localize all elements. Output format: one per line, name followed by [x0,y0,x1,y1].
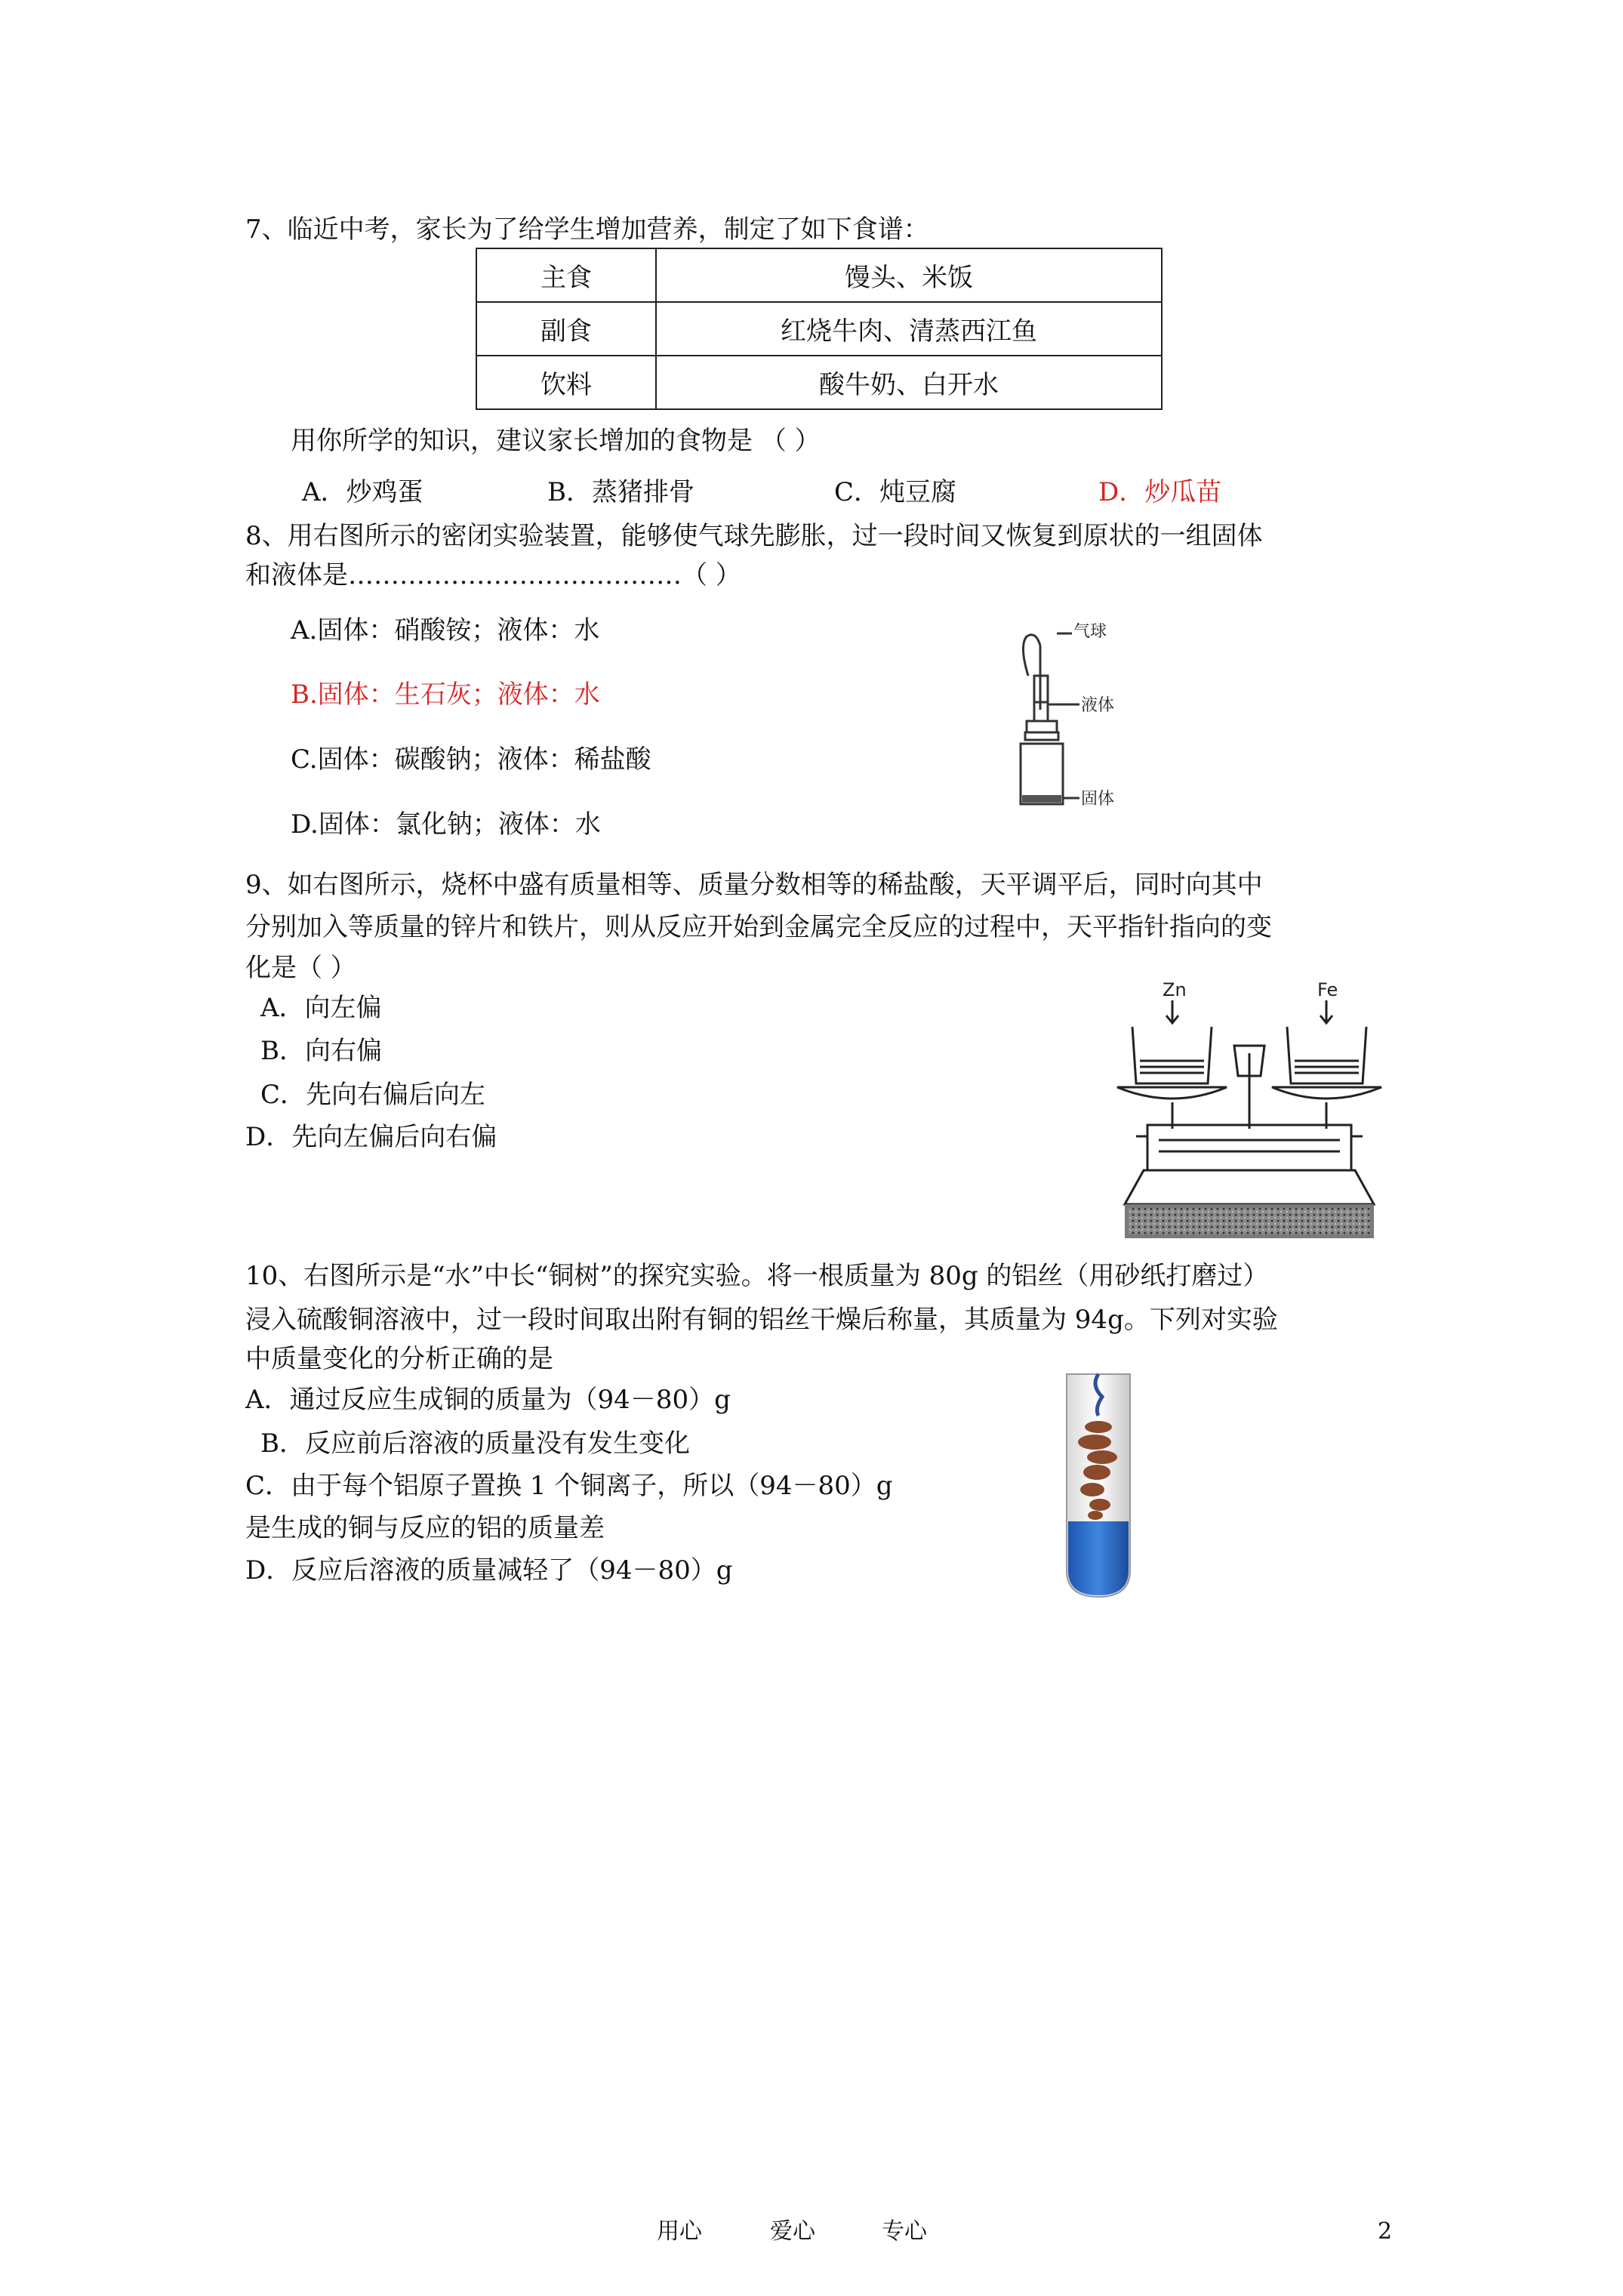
table-cell-key: 饮料 [476,356,656,409]
balance-body [1147,1125,1351,1170]
right-pan [1272,1087,1381,1099]
q8-option-a: A.固体：硝酸铵；液体：水 [291,615,600,646]
q10-stem-line3: 中质量变化的分析正确的是 [245,1344,553,1374]
solid-label: 固体 [1081,790,1115,808]
table-row [476,302,1162,356]
recipe-table [476,248,1163,410]
right-beaker [1287,1027,1366,1083]
table-cell-key: 副食 [476,302,656,356]
footer-slogan-1: 用心 [657,2218,702,2245]
sealed-apparatus-figure [1004,623,1132,808]
q10-option-c-line2: 是生成的铜与反应的铝的质量差 [245,1513,605,1543]
q10-stem-line1: 10、右图所示是“水”中长“铜树”的探究实验。将一根质量为 80g 的铝丝（用砂纸打磨过） [245,1261,1269,1291]
q8-option-d: D.固体：氯化钠；液体：水 [291,809,601,840]
liquid-label: 液体 [1081,696,1115,715]
q7-stem: 7、临近中考，家长为了给学生增加营养，制定了如下食谱： [245,214,929,245]
footer-slogan-3: 专心 [882,2218,927,2245]
zinc-label: Zn [1163,979,1187,1000]
table-row [476,248,1162,302]
q10-option-b: B．反应前后溶液的质量没有发生变化 [260,1428,690,1459]
page-number: 2 [1378,2218,1393,2245]
q10-option-a: A．通过反应生成铜的质量为（94－80）g [245,1385,731,1415]
balance-base [1125,1170,1374,1204]
q7-prompt: 用你所学的知识，建议家长增加的食物是 （ ） [291,426,821,456]
q7-option-c: C．炖豆腐 [834,477,957,507]
balloon-shape [1023,635,1040,676]
q9-option-b: B．向右偏 [260,1036,382,1066]
balance-figure [1113,978,1397,1242]
iron-label: Fe [1317,979,1338,1000]
table-cell-value: 红烧牛肉、清蒸西江鱼 [656,302,1162,356]
table-row [476,356,1162,409]
copper-tree-test-tube-figure [1061,1370,1136,1601]
q7-option-b: B．蒸猪排骨 [547,477,694,507]
footer-slogan-2: 爱心 [770,2218,815,2245]
q9-option-c: C．先向右偏后向左 [260,1080,486,1110]
table-cell-value: 馒头、米饭 [656,248,1162,302]
q10-option-d: D．反应后溶液的质量减轻了（94－80）g [245,1555,733,1586]
left-beaker [1132,1027,1212,1083]
copper-sulfate-solution [1068,1521,1129,1595]
balloon-label: 气球 [1073,623,1107,641]
left-pan [1117,1087,1227,1099]
q8-stem-line2: 和液体是…………………………………（ ） [245,560,741,590]
table-cell-key: 主食 [476,248,656,302]
q8-option-b-answer: B.固体：生石灰；液体：水 [291,680,600,710]
table-cell-value: 酸牛奶、白开水 [656,356,1162,409]
q7-option-d-answer: D．炒瓜苗 [1098,477,1222,507]
q9-stem-line2: 分别加入等质量的锌片和铁片，则从反应开始到金属完全反应的过程中，天平指针指向的变 [245,912,1272,942]
q10-stem-line2: 浸入硫酸铜溶液中，过一段时间取出附有铜的铝丝干燥后称量，其质量为 94g。下列对实验 [245,1305,1278,1335]
q9-stem-line3: 化是（ ） [245,953,356,983]
q9-option-d: D．先向左偏后向右偏 [245,1122,497,1152]
q8-option-c: C.固体：碳酸钠；液体：稀盐酸 [291,744,651,775]
q9-option-a: A．向左偏 [260,993,382,1023]
solid-powder [1022,795,1061,803]
q10-option-c-line1: C．由于每个铝原子置换 1 个铜离子，所以（94－80）g [245,1471,893,1501]
q8-stem-line1: 8、用右图所示的密闭实验装置，能够使气球先膨胀，过一段时间又恢复到原状的一组固体 [245,521,1263,551]
q9-stem-line1: 9、如右图所示，烧杯中盛有质量相等、质量分数相等的稀盐酸，天平调平后，同时向其中 [245,870,1263,900]
q7-option-a: A．炒鸡蛋 [302,477,423,507]
